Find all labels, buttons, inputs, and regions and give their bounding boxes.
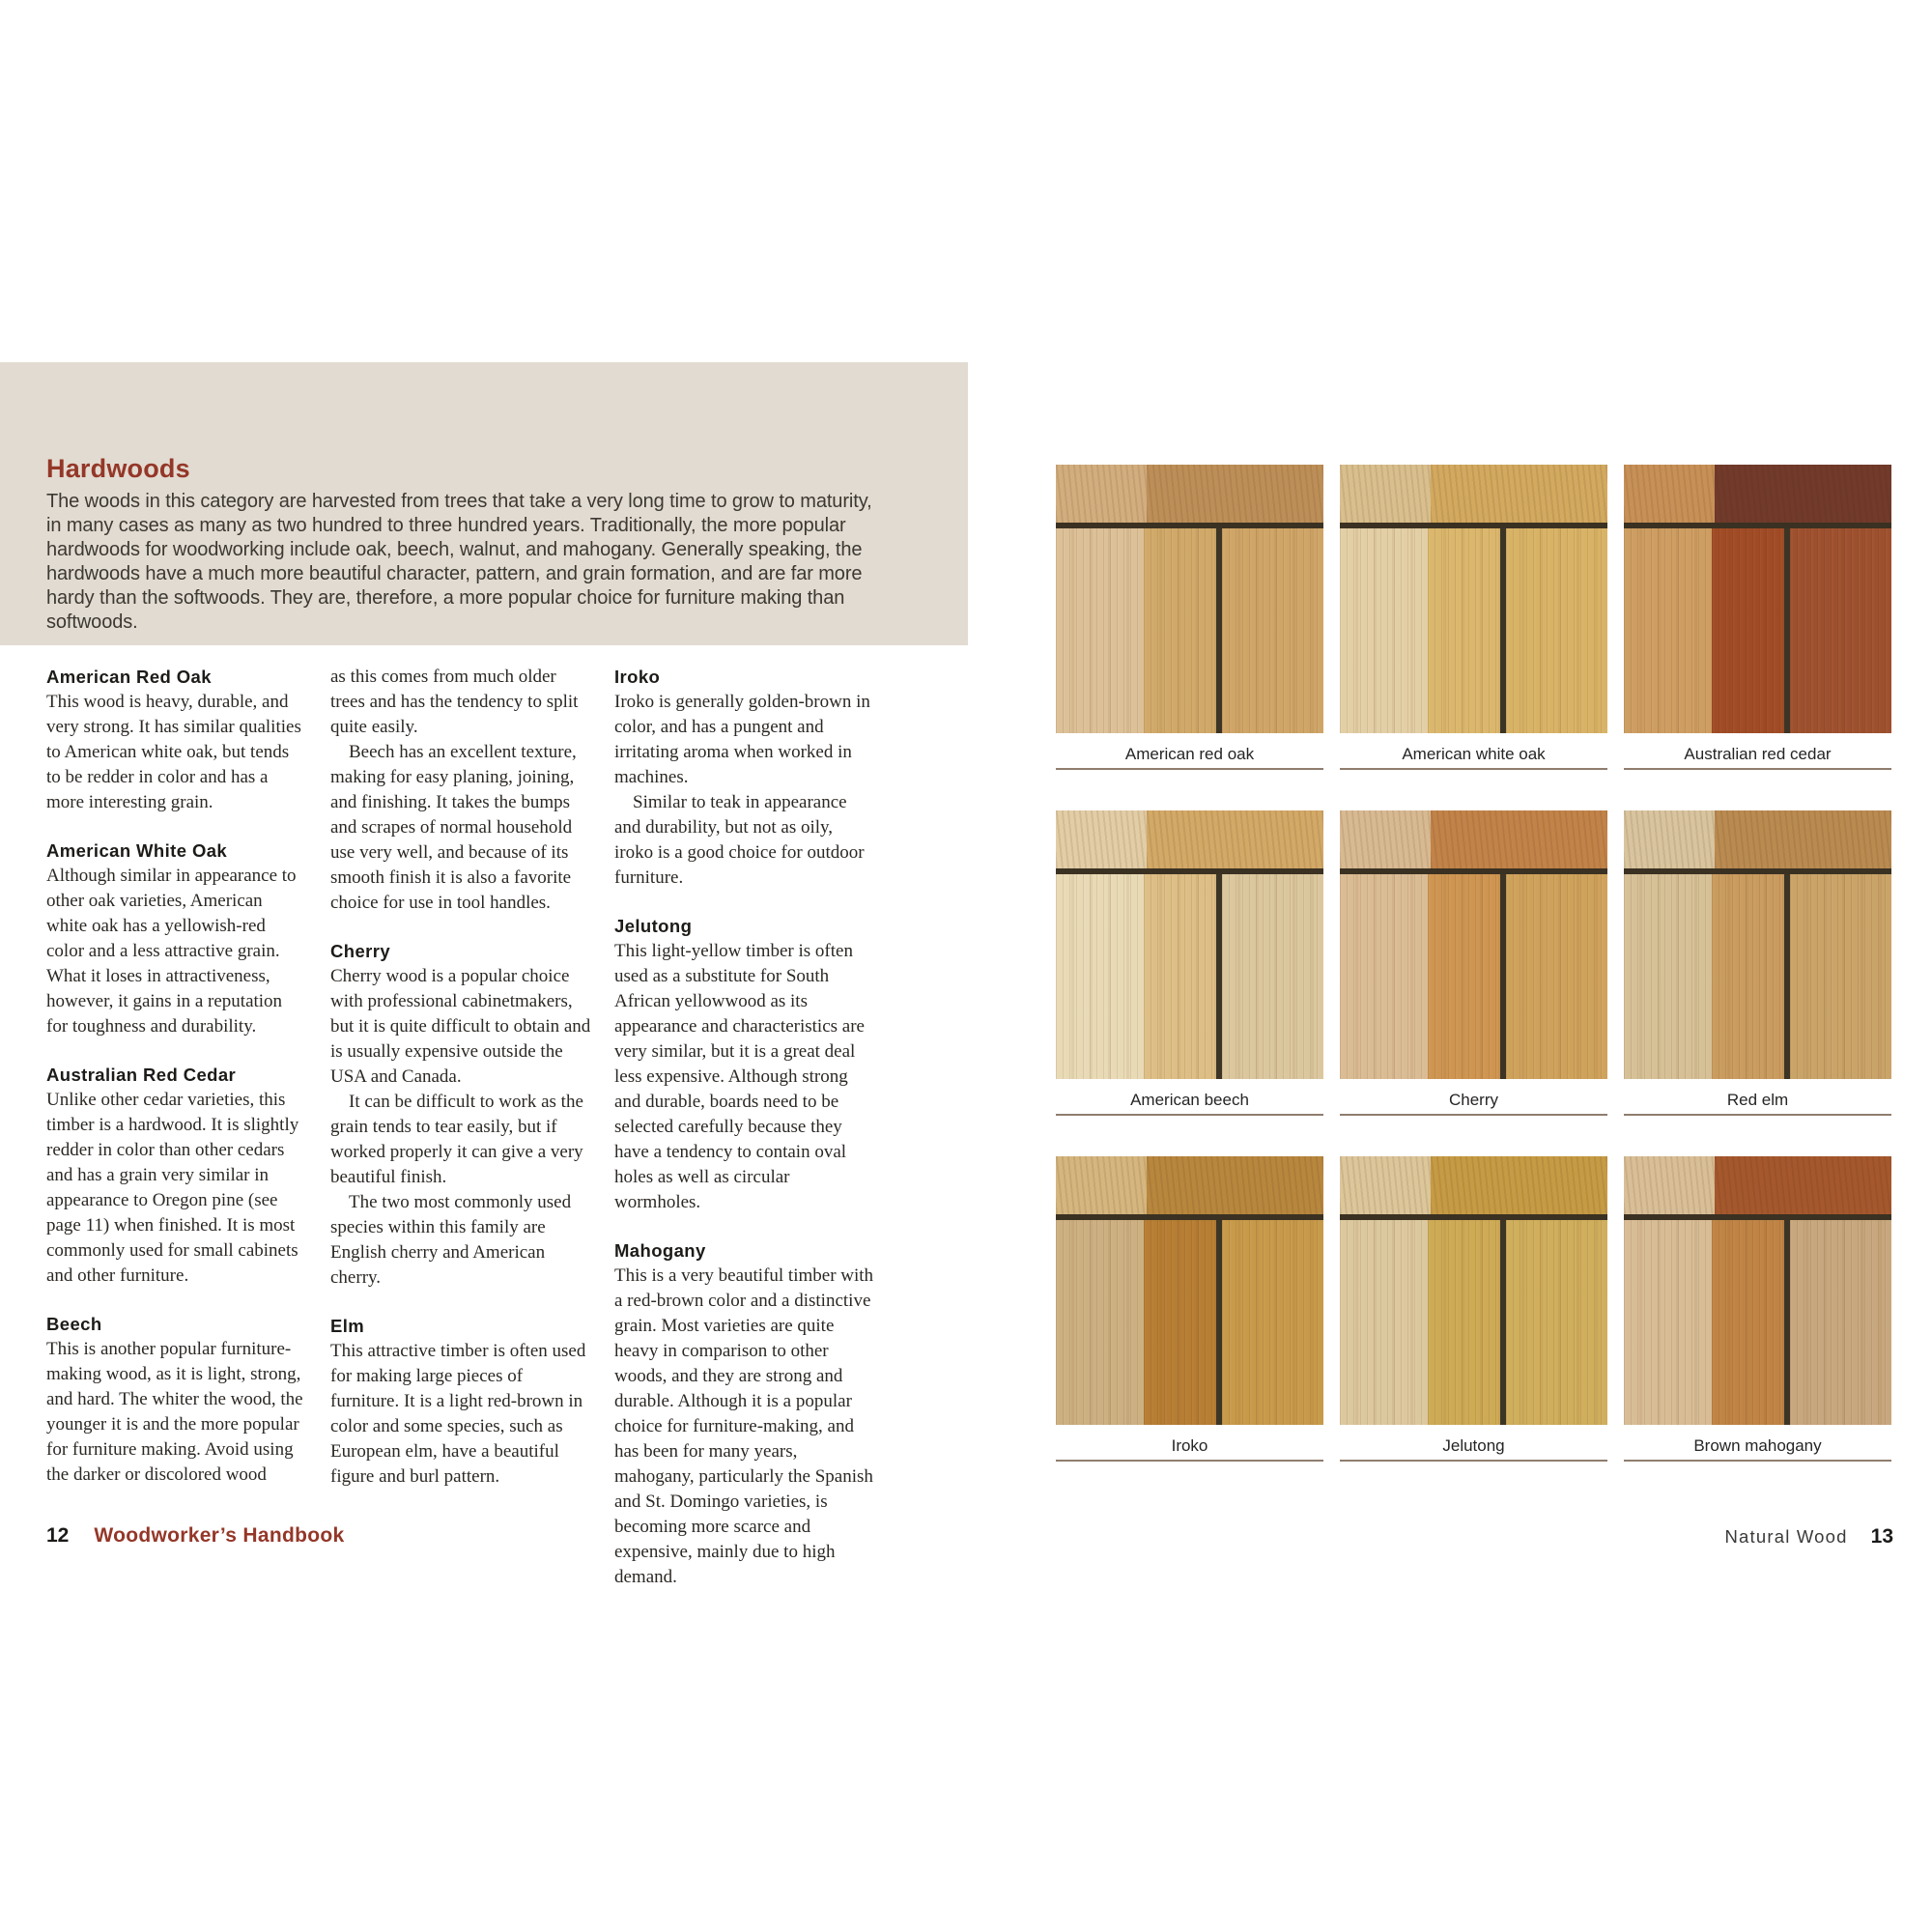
page-number-left: 12 [46, 1524, 70, 1547]
wood-sample-australian-red-cedar [1624, 465, 1891, 770]
face-grain-finished-right [1222, 528, 1323, 733]
wood-species-paragraph: Similar to teak in appearance and durability, but not as oily, iroko is a good choice for outdoor furniture. [614, 792, 865, 888]
wood-species-paragraph: It can be difficult to work as the grain tends to tear easily, but if worked properly it can give a very beautiful finish. [330, 1092, 583, 1187]
face-grain-finished-left [1428, 528, 1500, 733]
end-grain-raw [1624, 810, 1715, 868]
end-grain-finished [1715, 1156, 1891, 1214]
face-grain-raw [1624, 874, 1712, 1079]
caption-rule [1056, 1460, 1323, 1462]
face-grain-raw [1056, 874, 1144, 1079]
wood-photo [1340, 465, 1607, 733]
wood-sample-american-beech [1056, 810, 1323, 1116]
caption-rule [1624, 1460, 1891, 1462]
face-grain-raw [1056, 528, 1144, 733]
end-grain-band [1624, 465, 1891, 523]
wood-species-paragraph: Beech has an excellent texture, making for easy planing, joining, and finishing. It takes the bumps and scrapes of normal household use very well, and because of its smooth finish it is also a favorite choice for use in tool handles. [330, 742, 577, 913]
face-grain-finished-left [1428, 1220, 1500, 1425]
face-grain-finished-right [1222, 874, 1323, 1079]
wood-species-paragraph: This wood is heavy, durable, and very strong. It has similar qualities to American white oak, but tends to be redder in color and has a more interesting grain. [46, 692, 301, 812]
caption-rule [1624, 768, 1891, 770]
wood-photo [1340, 810, 1607, 1079]
end-grain-finished [1431, 810, 1607, 868]
wood-photo [1056, 1156, 1323, 1425]
end-grain-finished [1715, 810, 1891, 868]
wood-species-paragraph: as this comes from much older trees and has the tendency to split quite easily. [330, 667, 579, 737]
face-grain-raw [1624, 528, 1712, 733]
wood-species-heading: Iroko [614, 667, 661, 687]
wood-caption: American white oak [1402, 745, 1546, 763]
caption-rule [1340, 768, 1607, 770]
face-grain-raw [1056, 1220, 1144, 1425]
wood-photo [1340, 1156, 1607, 1425]
face-grain-finished-right [1790, 874, 1891, 1079]
end-grain-raw [1340, 1156, 1431, 1214]
wood-species-heading: American White Oak [46, 840, 228, 861]
footer-left [46, 1524, 344, 1548]
face-grain-raw [1340, 874, 1428, 1079]
end-grain-band [1340, 810, 1607, 868]
end-grain-finished [1431, 1156, 1607, 1214]
face-grain-finished-left [1144, 528, 1216, 733]
wood-species-paragraph: Iroko is generally golden-brown in color, and has a pungent and irritating aroma when worked in machines. [614, 692, 870, 787]
end-grain-raw [1056, 1156, 1147, 1214]
end-grain-band [1056, 465, 1323, 523]
face-grain-finished-right [1506, 1220, 1607, 1425]
text-column-1 [46, 665, 307, 1590]
section-title: Hardwoods [46, 454, 190, 483]
face-grain-finished-left [1712, 528, 1784, 733]
end-grain-band [1624, 810, 1891, 868]
end-grain-finished [1147, 1156, 1323, 1214]
face-grain-band [1340, 874, 1607, 1079]
caption-rule [1340, 1460, 1607, 1462]
face-grain-raw [1624, 1220, 1712, 1425]
face-grain-finished-right [1790, 1220, 1891, 1425]
wood-species-paragraph: This attractive timber is often used for making large pieces of furniture. It is a light red-brown in color and some species, such as European elm, have a beautiful figure and burl pattern. [330, 1341, 586, 1487]
wood-species-heading: American Red Oak [46, 667, 212, 687]
chapter-title: Natural Wood [1724, 1526, 1848, 1547]
wood-photo [1624, 810, 1891, 1079]
end-grain-band [1056, 1156, 1323, 1214]
face-grain-band [1056, 874, 1323, 1079]
face-grain-finished-left [1712, 874, 1784, 1079]
wood-sample-brown-mahogany [1624, 1156, 1891, 1462]
wood-caption: Jelutong [1442, 1436, 1505, 1455]
wood-samples-grid [1056, 465, 1891, 1462]
face-grain-finished-right [1790, 528, 1891, 733]
end-grain-band [1340, 1156, 1607, 1214]
wood-caption: American beech [1130, 1091, 1249, 1109]
end-grain-finished [1431, 465, 1607, 523]
end-grain-raw [1340, 810, 1431, 868]
wood-caption: Australian red cedar [1684, 745, 1832, 763]
caption-rule [1056, 1114, 1323, 1116]
face-grain-band [1340, 1220, 1607, 1425]
caption-rule [1624, 1114, 1891, 1116]
wood-photo [1056, 810, 1323, 1079]
wood-sample-iroko [1056, 1156, 1323, 1462]
face-grain-band [1056, 528, 1323, 733]
wood-caption: Cherry [1448, 1091, 1498, 1109]
wood-species-paragraph: This is a very beautiful timber with a red-brown color and a distinctive grain. Most varieties are quite heavy in comparison to other woods, and they are strong and durable. Although it is a popular choice for furniture-making, and has been for many years, mahogany, particularly the Spanish and St. Domingo varieties, is becoming more scarce and expensive, mainly due to high demand. [614, 1265, 874, 1587]
wood-sample-jelutong [1340, 1156, 1607, 1462]
face-grain-band [1624, 874, 1891, 1079]
wood-species-paragraph: This light-yellow timber is often used as a substitute for South African yellowwood as its appearance and characteristics are very similar, but it is a great deal less expensive. Although strong and durable, boards need to be selected carefully because they have a tendency to contain oval holes as well as circular wormholes. [614, 941, 865, 1212]
face-grain-band [1624, 1220, 1891, 1425]
wood-species-heading: Cherry [330, 941, 391, 961]
wood-species-paragraph: This is another popular furniture-making wood, as it is light, strong, and hard. The whiter the wood, the younger it is and the more popular for furniture making. Avoid using the darker or discolored wood [46, 1339, 303, 1485]
page-number-right: 13 [1870, 1525, 1893, 1548]
face-grain-raw [1340, 528, 1428, 733]
text-columns [46, 665, 875, 1590]
wood-species-paragraph: Cherry wood is a popular choice with professional cabinetmakers, but it is quite difficult to obtain and is usually expensive outside the USA and Canada. [330, 966, 591, 1087]
end-grain-raw [1340, 465, 1431, 523]
wood-species-paragraph: Unlike other cedar varieties, this timber is a hardwood. It is slightly redder in color than other cedars and has a grain very similar in appearance to Oregon pine (see page 11) when finished. It is most commonly used for small cabinets and other furniture. [46, 1090, 299, 1286]
wood-species-heading: Mahogany [614, 1240, 706, 1261]
wood-species-paragraph: The two most commonly used species within this family are English cherry and American cherry. [330, 1192, 572, 1288]
end-grain-band [1624, 1156, 1891, 1214]
wood-species-heading: Jelutong [614, 916, 693, 936]
wood-caption: Iroko [1171, 1436, 1208, 1455]
face-grain-finished-left [1428, 874, 1500, 1079]
end-grain-raw [1624, 465, 1715, 523]
wood-sample-american-white-oak [1340, 465, 1607, 770]
text-column-3 [614, 665, 875, 1590]
face-grain-finished-left [1144, 1220, 1216, 1425]
end-grain-finished [1147, 810, 1323, 868]
end-grain-finished [1147, 465, 1323, 523]
end-grain-raw [1624, 1156, 1715, 1214]
face-grain-band [1340, 528, 1607, 733]
end-grain-raw [1056, 465, 1147, 523]
text-column-2 [330, 665, 591, 1590]
wood-sample-cherry [1340, 810, 1607, 1116]
section-intro-paragraph: The woods in this category are harvested from trees that take a very long time to grow to maturity, in many cases as many as two hundred to three hundred years. Traditionally, the more popular hardwoods for woodworking include oak, beech, walnut, and mahogany. Generally speaking, the hardwoods have a much more beautiful character, pattern, and grain formation, and are far more hardy than the softwoods. They are, therefore, a more popular choice for furniture making than softwoods. [46, 491, 872, 633]
hardwoods-intro-panel [0, 362, 968, 645]
face-grain-raw [1340, 1220, 1428, 1425]
face-grain-finished-right [1506, 528, 1607, 733]
wood-species-heading: Elm [330, 1316, 365, 1336]
caption-rule [1056, 768, 1323, 770]
face-grain-band [1624, 528, 1891, 733]
wood-species-heading: Beech [46, 1314, 102, 1334]
wood-caption: Brown mahogany [1693, 1436, 1822, 1455]
wood-caption: Red elm [1726, 1091, 1789, 1109]
face-grain-band [1056, 1220, 1323, 1425]
caption-rule [1340, 1114, 1607, 1116]
footer-right [1546, 1525, 1893, 1548]
wood-species-heading: Australian Red Cedar [46, 1065, 237, 1085]
face-grain-finished-right [1506, 874, 1607, 1079]
wood-sample-american-red-oak [1056, 465, 1323, 770]
face-grain-finished-left [1144, 874, 1216, 1079]
wood-species-paragraph: Although similar in appearance to other oak varieties, American white oak has a yellowish-red color and a less attractive grain. What it loses in attractiveness, however, it gains in a reputation for toughness and durability. [46, 866, 297, 1037]
end-grain-finished [1715, 465, 1891, 523]
wood-sample-red-elm [1624, 810, 1891, 1116]
book-title: Woodworker’s Handbook [94, 1524, 345, 1547]
wood-photo [1624, 1156, 1891, 1425]
wood-photo [1056, 465, 1323, 733]
face-grain-finished-left [1712, 1220, 1784, 1425]
end-grain-band [1340, 465, 1607, 523]
wood-caption: American red oak [1124, 745, 1255, 763]
end-grain-raw [1056, 810, 1147, 868]
face-grain-finished-right [1222, 1220, 1323, 1425]
wood-photo [1624, 465, 1891, 733]
end-grain-band [1056, 810, 1323, 868]
